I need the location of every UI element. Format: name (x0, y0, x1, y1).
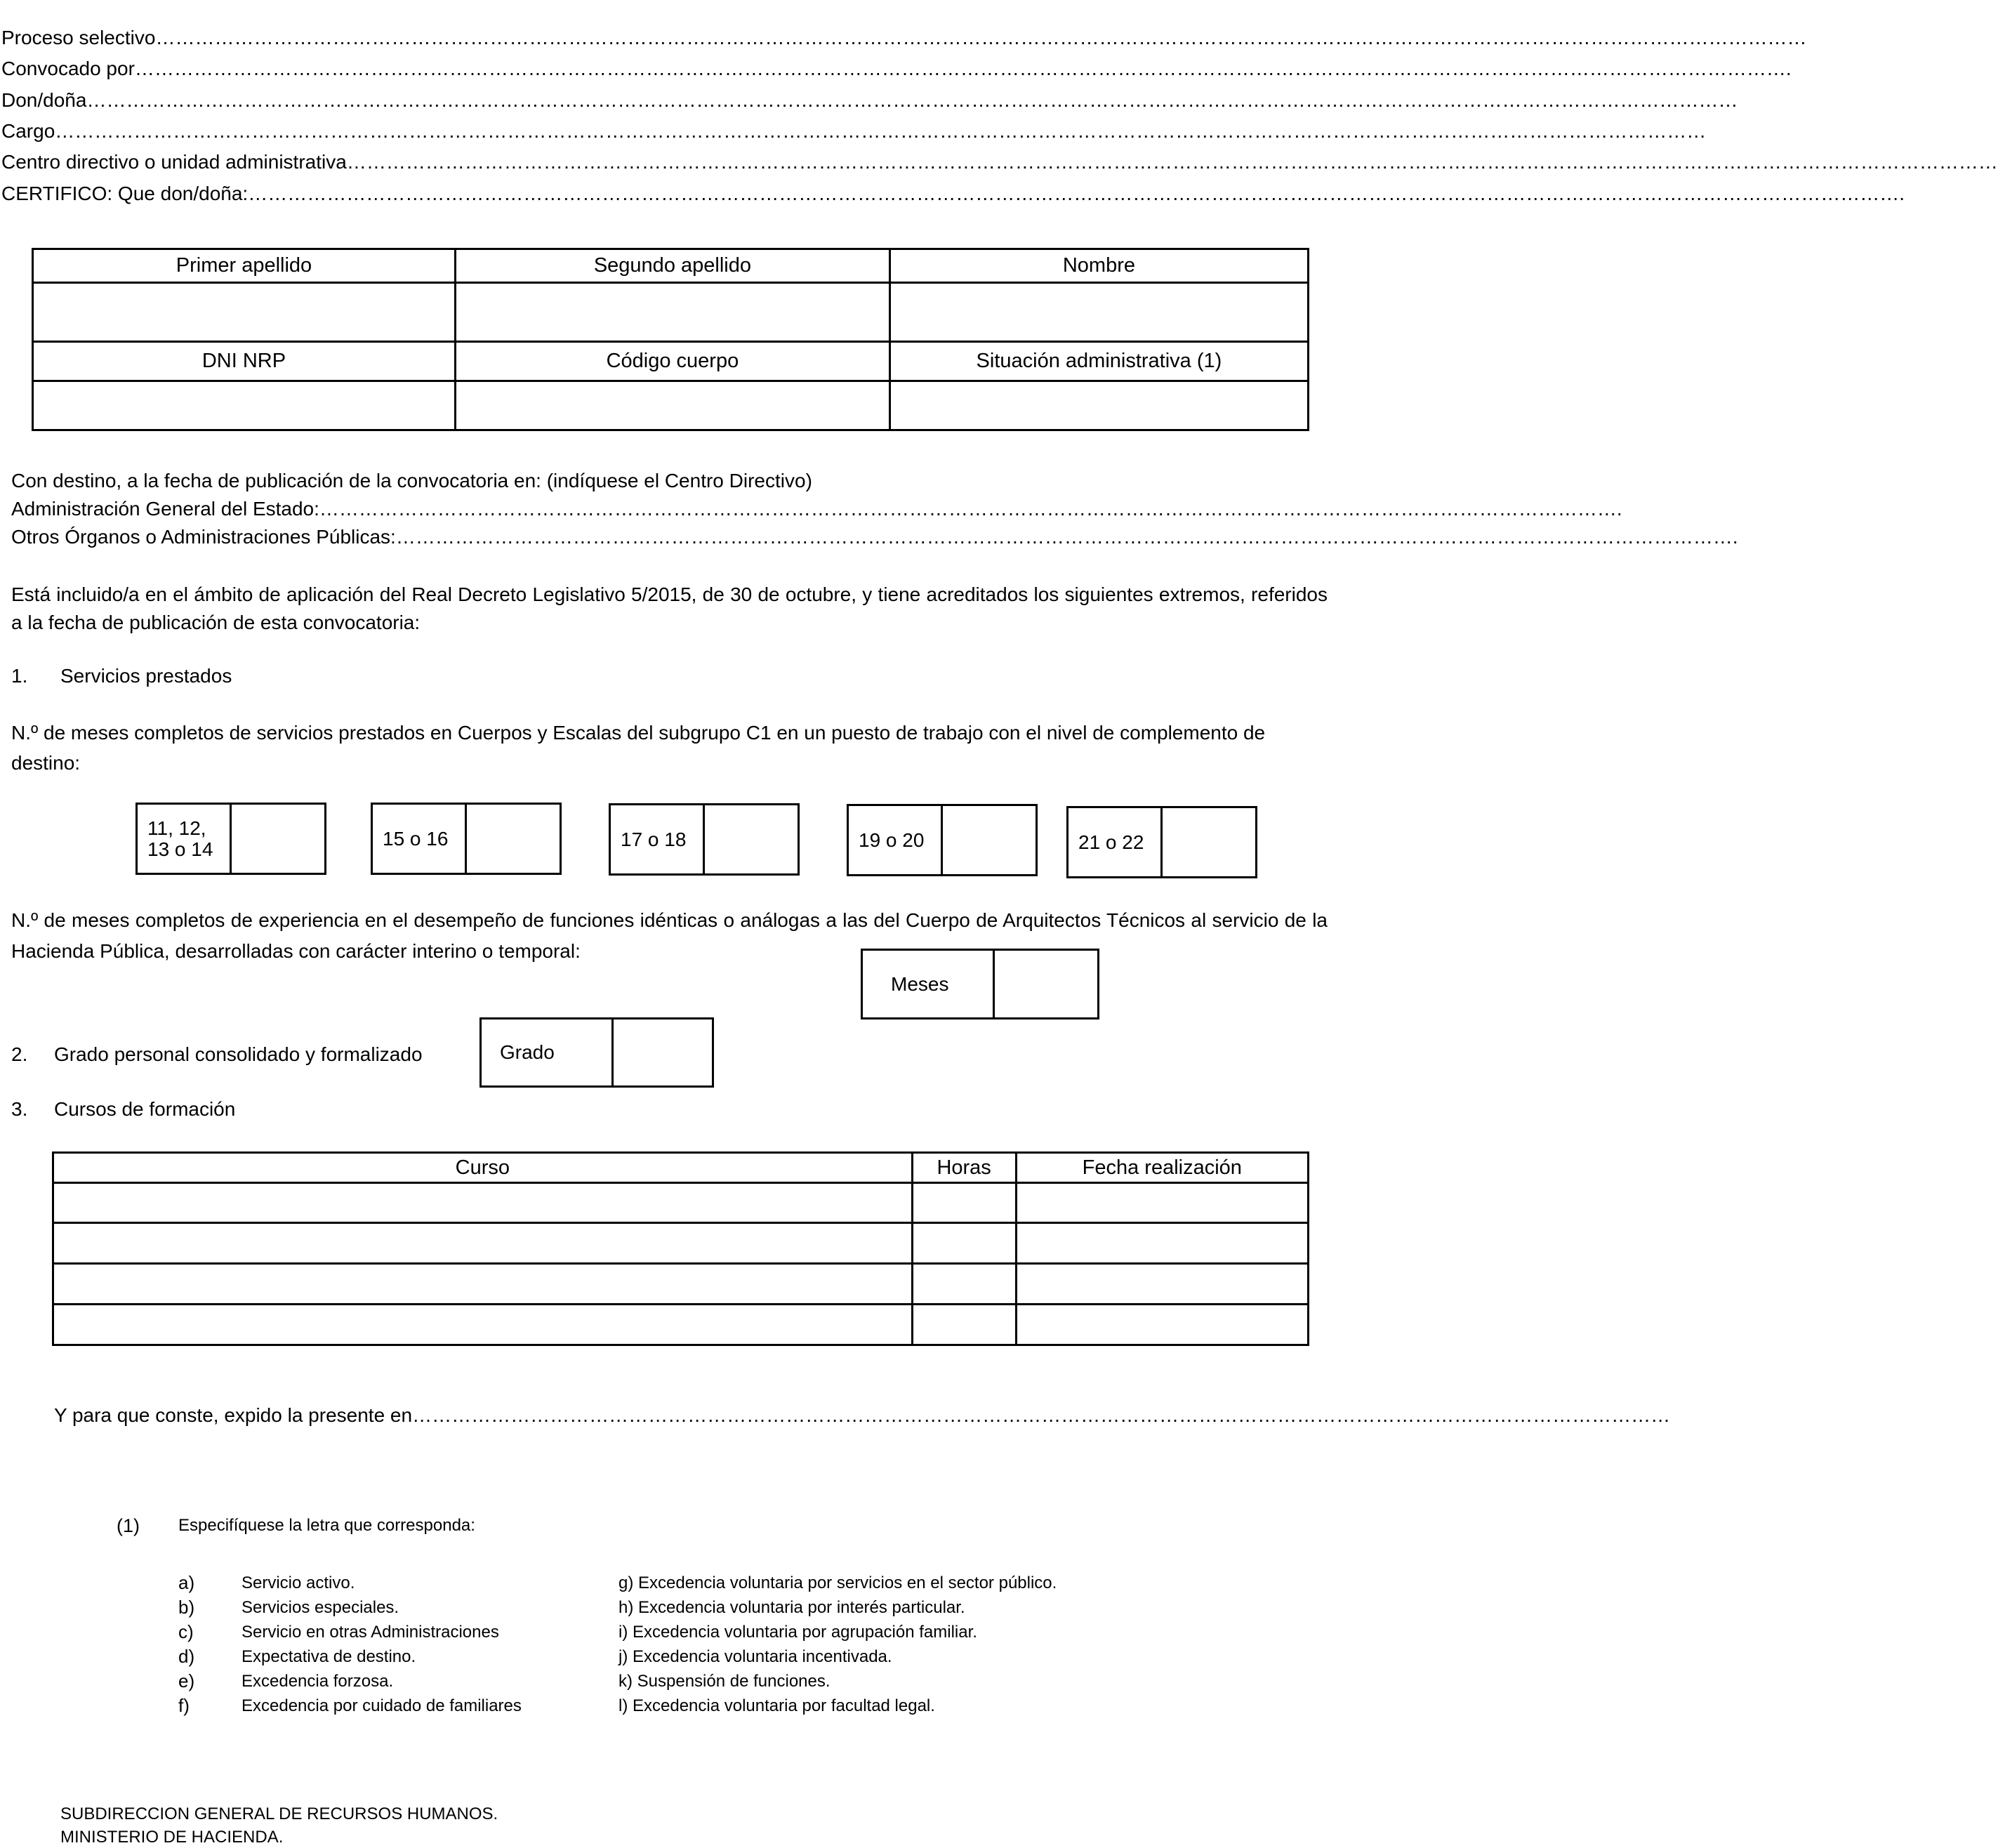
list-letter: e) (178, 1670, 195, 1691)
list-item: k) Suspensión de funciones. (618, 1672, 831, 1691)
field-certifico[interactable] (1, 181, 1905, 206)
field-centro-directivo[interactable] (1, 150, 1998, 175)
list-item (178, 1669, 600, 1694)
field-proceso-selectivo[interactable] (1, 25, 1807, 51)
table-row (53, 1183, 1309, 1223)
level-label: 15 o 16 (373, 805, 467, 873)
table-header-row (33, 249, 1309, 283)
header-primer-apellido: Primer apellido (33, 249, 456, 283)
level-label (138, 805, 232, 873)
fill-dots: ………………………………………………………………………………………………………………………………………………………………………………. (319, 498, 1622, 520)
field-label: Administración General del Estado: (11, 498, 319, 520)
table-row (33, 381, 1309, 430)
input-primer-apellido[interactable] (33, 283, 456, 342)
input-horas[interactable] (912, 1305, 1016, 1345)
fill-dots: ……………………………………………………………………………………………………………………………………………………………………………………………………………………………… (155, 27, 1807, 48)
header-segundo-apellido: Segundo apellido (455, 249, 889, 283)
header-curso: Curso (53, 1153, 913, 1183)
field-label: Don/doña (1, 89, 87, 111)
experiencia-paragraph: N.º de meses completos de experiencia en el desempeño de funciones idénticas o análogas a las del Cuerpo de Arquitectos Técnicos al servicio de la Hacienda Pública, desarrolladas con carácter interino o temporal: (11, 909, 1328, 962)
section-3-number: 3. (11, 1098, 28, 1120)
fill-dots: ……………………………………………………………………………………………………………………………………………………………………………………………………………………………… (346, 151, 1998, 173)
list-letter: c) (178, 1621, 194, 1642)
grado-value-input[interactable] (614, 1019, 712, 1085)
fill-dots: ……………………………………………………………………………………………………………………………………………………………………………………. (395, 526, 1738, 548)
fill-dots: ………………………………………………………………………………………………………………………………………………………………………………………………………………………………. (134, 58, 1792, 79)
list-item: j) Excedencia voluntaria incentivada. (618, 1647, 892, 1666)
grado-box (479, 1017, 714, 1088)
input-fecha[interactable] (1016, 1264, 1308, 1305)
cursos-table (52, 1151, 1309, 1346)
level-value-input[interactable] (232, 805, 324, 873)
ambito-paragraph: Está incluido/a en el ámbito de aplicación del Real Decreto Legislativo 5/2015, de 30 de octubre, y tiene acreditados los siguientes extremos, referidos a la fecha de publicación de esta convocatoria: (11, 583, 1328, 633)
personal-data-table (32, 248, 1309, 431)
header-horas: Horas (912, 1153, 1016, 1183)
input-fecha[interactable] (1016, 1183, 1308, 1223)
level-label: 21 o 22 (1069, 808, 1163, 876)
input-curso[interactable] (53, 1264, 913, 1305)
level-box-11-14 (135, 803, 326, 875)
section-1-meses-text: N.º de meses completos de servicios prestados en Cuerpos y Escalas del subgrupo C1 en un puesto de trabajo con el nivel de complemento de destino: (11, 722, 1266, 774)
input-curso[interactable] (53, 1183, 913, 1223)
list-letter: f) (178, 1695, 190, 1716)
header-codigo-cuerpo: Código cuerpo (455, 342, 889, 381)
level-box-15-16 (371, 803, 562, 875)
list-letter: b) (178, 1597, 195, 1618)
input-horas[interactable] (912, 1223, 1016, 1264)
header-fecha-realizacion: Fecha realización (1016, 1153, 1308, 1183)
signature-line-2: MINISTERIO DE HACIENDA. (60, 1828, 284, 1847)
level-value-input[interactable] (1163, 808, 1255, 876)
section-2-title: Grado personal consolidado y formalizado (54, 1043, 423, 1065)
table-header-row (53, 1153, 1309, 1183)
fill-dots: ……………………………………………………………………………………………………………………………………………………………………………………………………………………………… (86, 89, 1738, 111)
list-item (178, 1694, 600, 1718)
input-horas[interactable] (912, 1264, 1016, 1305)
input-situacion-administrativa[interactable] (889, 381, 1308, 430)
level-label: 19 o 20 (849, 806, 943, 874)
list-item: i) Excedencia voluntaria por agrupación familiar. (618, 1623, 977, 1642)
level-label-line: 11, 12, (147, 817, 206, 839)
header-nombre: Nombre (889, 249, 1308, 283)
meses-box (861, 949, 1099, 1019)
input-dni-nrp[interactable] (33, 381, 456, 430)
list-letter: a) (178, 1572, 195, 1593)
table-row (53, 1223, 1309, 1264)
grado-label: Grado (482, 1019, 614, 1085)
field-label: Otros Órganos o Administraciones Públicas: (11, 526, 396, 548)
level-value-input[interactable] (467, 805, 560, 873)
field-label: Cargo (1, 120, 55, 142)
list-item (178, 1595, 600, 1620)
input-horas[interactable] (912, 1183, 1016, 1223)
footnote-title: Especifíquese la letra que corresponda: (178, 1516, 475, 1535)
level-label-line: 13 o 14 (147, 838, 213, 860)
list-item: g) Excedencia voluntaria por servicios en el sector público. (618, 1573, 1057, 1592)
fill-dots: ……………………………………………………………………………………………………………………………………………………………………………………………………………………………… (55, 120, 1707, 142)
destino-intro: Con destino, a la fecha de publicación de la convocatoria en: (indíquese el Centro Directivo) (11, 470, 812, 491)
header-situacion-administrativa: Situación administrativa (1) (889, 342, 1308, 381)
list-text: Expectativa de destino. (242, 1646, 416, 1666)
footnote-left-list (178, 1571, 600, 1718)
input-curso[interactable] (53, 1305, 913, 1345)
section-3-title: Cursos de formación (54, 1098, 236, 1120)
field-label: Centro directivo o unidad administrativa (1, 151, 347, 173)
input-codigo-cuerpo[interactable] (455, 381, 889, 430)
list-item (178, 1644, 600, 1669)
footnote-marker: (1) (117, 1515, 140, 1536)
meses-label: Meses (863, 951, 995, 1017)
table-header-row (33, 342, 1309, 381)
input-fecha[interactable] (1016, 1305, 1308, 1345)
table-row (53, 1264, 1309, 1305)
signature-line-1: SUBDIRECCION GENERAL DE RECURSOS HUMANOS. (60, 1804, 498, 1823)
fill-dots: ………………………………………………………………………………………………………………………………………………………………………………………………………………………………. (248, 183, 1905, 204)
closing-label: Y para que conste, expido la presente en (54, 1404, 413, 1426)
list-item (178, 1571, 600, 1595)
fill-dots: ………………………………………………………………………………………………………………………………………………………………………… (412, 1404, 1671, 1426)
list-text: Excedencia por cuidado de familiares (242, 1696, 522, 1715)
field-label: CERTIFICO: Que don/doña: (1, 183, 249, 204)
closing-line[interactable] (54, 1403, 1671, 1428)
header-dni-nrp: DNI NRP (33, 342, 456, 381)
field-label: Proceso selectivo (1, 27, 156, 48)
input-segundo-apellido[interactable] (455, 283, 889, 342)
level-value-input[interactable] (943, 806, 1036, 874)
footnote-right-list (618, 1571, 1180, 1718)
field-convocado-por[interactable] (1, 56, 1792, 81)
field-cargo[interactable] (1, 119, 1707, 144)
input-fecha[interactable] (1016, 1223, 1308, 1264)
field-don-dona[interactable] (1, 88, 1738, 113)
list-text: Servicio activo. (242, 1573, 355, 1592)
table-row (53, 1305, 1309, 1345)
level-box-19-20 (847, 804, 1038, 876)
section-1-number: 1. (11, 665, 28, 687)
field-label: Convocado por (1, 58, 135, 79)
list-text: Servicio en otras Administraciones (242, 1622, 499, 1642)
list-text: Servicios especiales. (242, 1597, 399, 1617)
table-row (33, 283, 1309, 342)
section-2-number: 2. (11, 1043, 28, 1065)
level-value-input[interactable] (705, 805, 798, 873)
input-curso[interactable] (53, 1223, 913, 1264)
level-box-17-18 (609, 803, 800, 876)
list-text: Excedencia forzosa. (242, 1671, 394, 1691)
field-otros-organos[interactable] (11, 524, 1738, 550)
list-item: l) Excedencia voluntaria por facultad legal. (618, 1696, 935, 1715)
field-age[interactable] (11, 496, 1622, 522)
meses-value-input[interactable] (995, 951, 1097, 1017)
input-nombre[interactable] (889, 283, 1308, 342)
list-letter: d) (178, 1646, 195, 1667)
section-1-title: Servicios prestados (60, 665, 232, 687)
level-label: 17 o 18 (611, 805, 705, 873)
list-item (178, 1620, 600, 1644)
level-box-21-22 (1066, 806, 1257, 878)
list-item: h) Excedencia voluntaria por interés particular. (618, 1598, 965, 1617)
